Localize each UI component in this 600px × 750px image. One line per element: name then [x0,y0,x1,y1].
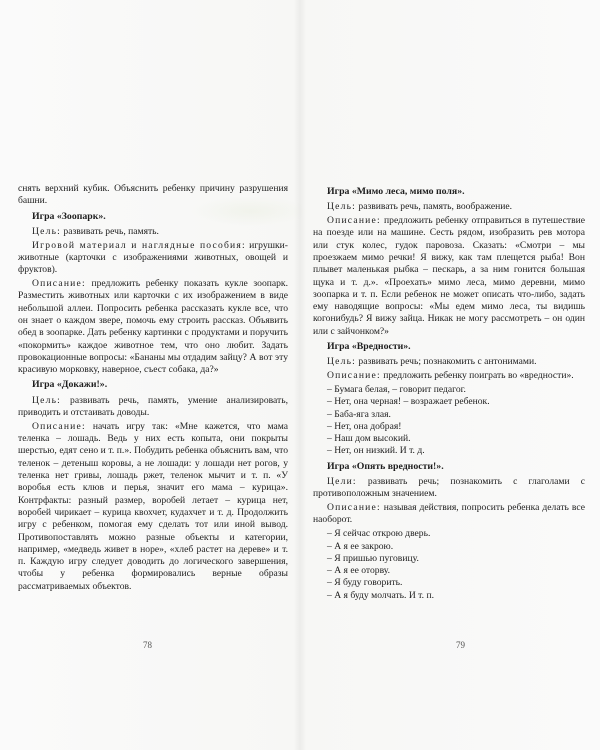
description-label: Описание: [327,215,381,227]
dialogue-line: – Нет, он низкий. И т. д. [327,445,425,457]
dialogue-line: – Баба-яга злая. [327,408,391,420]
goal-text: развивать речь; познакомить с глаголами с противоположным значением. [313,476,585,500]
dialogue-line: – Бумага белая, – говорит педагог. [327,383,466,395]
description-text: предложить ребенку отправиться в путешествие на поезде или на машине. Сесть рядом, изобразить рев мотора или стук колес, гудок паровоза. Сказать: «Смотри – мы проезжаем мимо речки! Я вижу, как там плещется рыба! Вон плывет маленькая рыбка – пескарь, а за ним гонится большая щука и т. д.». «Проехать» мимо леса, мимо деревни, мимо зоопарка и т. п. Если ребенок не может описать что-либо, задать ему наводящие вопросы: «Мы едем мимо леса, ты видишь когонибудь? Я вижу зайца. Никак не могу рассмотреть – он один или с зайчонком?» [313,215,585,337]
material-text: игрушки-животные (карточки с изображениями животных, овощей и фруктов). [18,239,289,276]
page-number-left: 78 [143,640,152,650]
goal-label: Цель: [32,394,62,406]
contrary-again-goal [313,476,585,501]
prove-goal [18,395,288,420]
description-text: предложить ребенку показать кукле зоопарк. Разместить животных или карточки с их изображением в виде небольшой аллеи. Попросить ребенка рассказать кукле все, что он знает о каждом звере, помочь ему строить рассказ. Объявить обед в зоопарке. Дать ребенку картинки с продуктами и поручить «покормить» каждое животное тем, что оно любит. Задать провокационные вопросы: «Бананы мы отдадим зайцу? А вот эту красивую морковку, наверное, съест собака, да?» [18,278,288,376]
right-page [313,183,585,602]
goal-label: Цель: [327,201,357,213]
game-title-forest: Игра «Мимо леса, мимо поля». [327,186,465,197]
description-label: Описание: [327,502,381,514]
dialogue-line: – Я сейчас открою дверь. [327,528,431,540]
description-text: предложить ребенку поиграть во «вредности». [380,370,574,382]
page-number-right: 79 [456,640,465,650]
dialogue-line: – Нет, она черная! – возражает ребенок. [327,396,490,408]
goal-text: развивать речь, память, воображение. [356,201,513,213]
contrary-goal [313,356,585,368]
game-title-contrary-again: Игра «Опять вредности!». [327,460,444,472]
game-title-zoo: Игра «Зоопарк». [32,210,106,222]
contrary-description [313,370,585,382]
zoo-material [18,240,288,277]
left-page [18,183,288,595]
dialogue-line: – А я ее оторву. [327,565,391,577]
goal-text: развивать речь, память, умение анализировать, приводить и отстаивать доводы. [18,394,288,419]
intro-paragraph: снять верхний кубик. Объяснить ребенку причину разрушения башни. [18,183,288,207]
dialogue-line: – Нет, она добрая! [327,420,402,432]
contrary-again-description [313,502,585,527]
material-label: Игровой материал и наглядные пособия: [32,239,246,251]
game-title-prove: Игра «Докажи!». [32,379,108,391]
prove-description [18,421,288,593]
description-label: Описание: [327,370,381,382]
dialogue-line: – Я пришью пуговицу. [327,552,419,564]
dialogue-line: – Наш дом высокий. [327,433,411,445]
goal-text: развивать речь; познакомить с антонимами. [356,356,537,368]
dialogue-line: – Я буду говорить. [327,577,403,589]
forest-description [313,215,585,338]
description-label: Описание: [32,420,86,432]
description-label: Описание: [32,278,86,290]
game-title-contrary: Игра «Вредности». [327,341,411,353]
goal-text: развивать речь, память. [61,225,159,237]
dialogue-line: – А я ее закрою. [327,540,394,552]
description-text: называя действия, попросить ребенка делать все наоборот. [313,502,585,526]
zoo-description [18,278,288,376]
goal-label: Цели: [327,476,357,488]
dialogue-line: – А я буду молчать. И т. п. [327,589,434,601]
description-text: начать игру так: «Мне кажется, что мама теленка – лошадь. Ведь у них есть копыта, они покрыты шерстью, едят сено и т. п.». Побудить ребенка объяснить вам, что теленок – детеныш коровы, а не лошади: у лошади нет рогов, у теленка нет гривы, лошадь ржет, теленок мычит и т. п. «У воробья есть клюв и перья, значит его мама – курица». Контрфакты: разный размер, воробей летает – курица нет, воробей чирикает – курица квохчет, кудахчет и т. д. Продолжить игру с ребенком, помогая ему сделать тот или иной вывод. Противопоставлять можно разные объекты и категории, например, «медведь живет в норе», «хлеб растет на дереве» и т. п. Каждую игру следует доводить до логического завершения, чтобы у ребенка формировались верные образы рассматриваемых объектов. [18,420,288,592]
goal-label: Цель: [32,225,62,237]
zoo-goal [18,226,288,238]
goal-label: Цель: [327,356,357,368]
forest-goal [313,201,585,213]
